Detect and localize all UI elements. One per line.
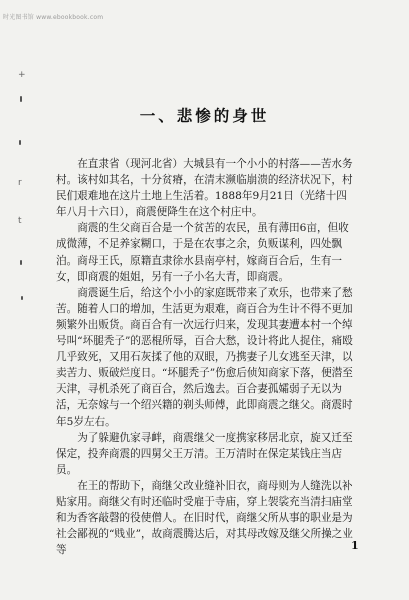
paragraph: 商震的生父商百合是一个贫苦的农民，虽有薄田6亩，但收成微薄，不足养家糊口，于是在农事之余，负贩谋利，四处飘泊。商母王氏，原籍直隶徐水县南亭村，嫁商百合后，生有一女，即商震的姐姐，另有一子小名大青，即商震。 [56,222,349,283]
margin-mark [20,96,22,102]
paragraph: 在直隶省（现河北省）大城县有一个小小的村落——苦水务村。该村如其名，十分贫瘠，在清末濒临崩溃的经济状况下，村民们艰难地在这片土地上生活着。1888年9月21日（光绪十四年八月十六日），商震便降生在这个村庄中。 [56,158,353,219]
margin-note: t [18,216,22,226]
margin-note: r [18,178,22,188]
chapter-title: 一、悲惨的身世 [139,106,270,125]
margin-mark [19,140,21,145]
watermark-text: 时光图书馆 www.ebookbook.com [3,14,104,21]
page-number: 1 [351,539,359,552]
margin-mark [21,296,23,300]
paragraph: 商震诞生后，给这个小小的家庭既带来了欢乐，也带来了愁苦。随着人口的增加，生活更为艰难，商百合为生计不得不更加频繁外出贩货。商百合有一次远行归来，发现其妻遭本村一个绰号叫“坏腿秃子”的恶棍所辱，百合大愁，设计将此人捉住，痛殴几乎致死，又用石灰揉了他的双眼，乃携妻子儿女逃至天津，以卖苦力、贩破烂度日。“坏腿秃子”伤愈后侦知商家下落，便潜至天津，寻机杀死了商百合，然后逸去。百合妻孤孀弱子无以为活，无奈嫁与一个绍兴籍的剃头师傅，此即商震之继父。商震时年5岁左右。 [56,286,353,428]
paragraph: 在王的帮助下，商继父改业缝补旧衣，商母则为人缝洗以补贴家用。商继父有时还临时受雇于寺庙，穿上袈裟充当清扫庙堂和为香客敲磬的役使僧人。在旧时代，商继父所从事的职业是为社会鄙视的“贱业”，故商震腾达后，对其母改嫁及继父所操之业等 [56,479,353,557]
body-text [56,156,356,558]
paragraph: 为了躲避仇家寻衅，商震继父一度携家移居北京，旋又迁至保定，投奔商震的四舅父王万清。王万清时在保定某钱庄当店员。 [56,431,353,476]
margin-mark [20,260,22,265]
margin-note: + [18,70,26,80]
